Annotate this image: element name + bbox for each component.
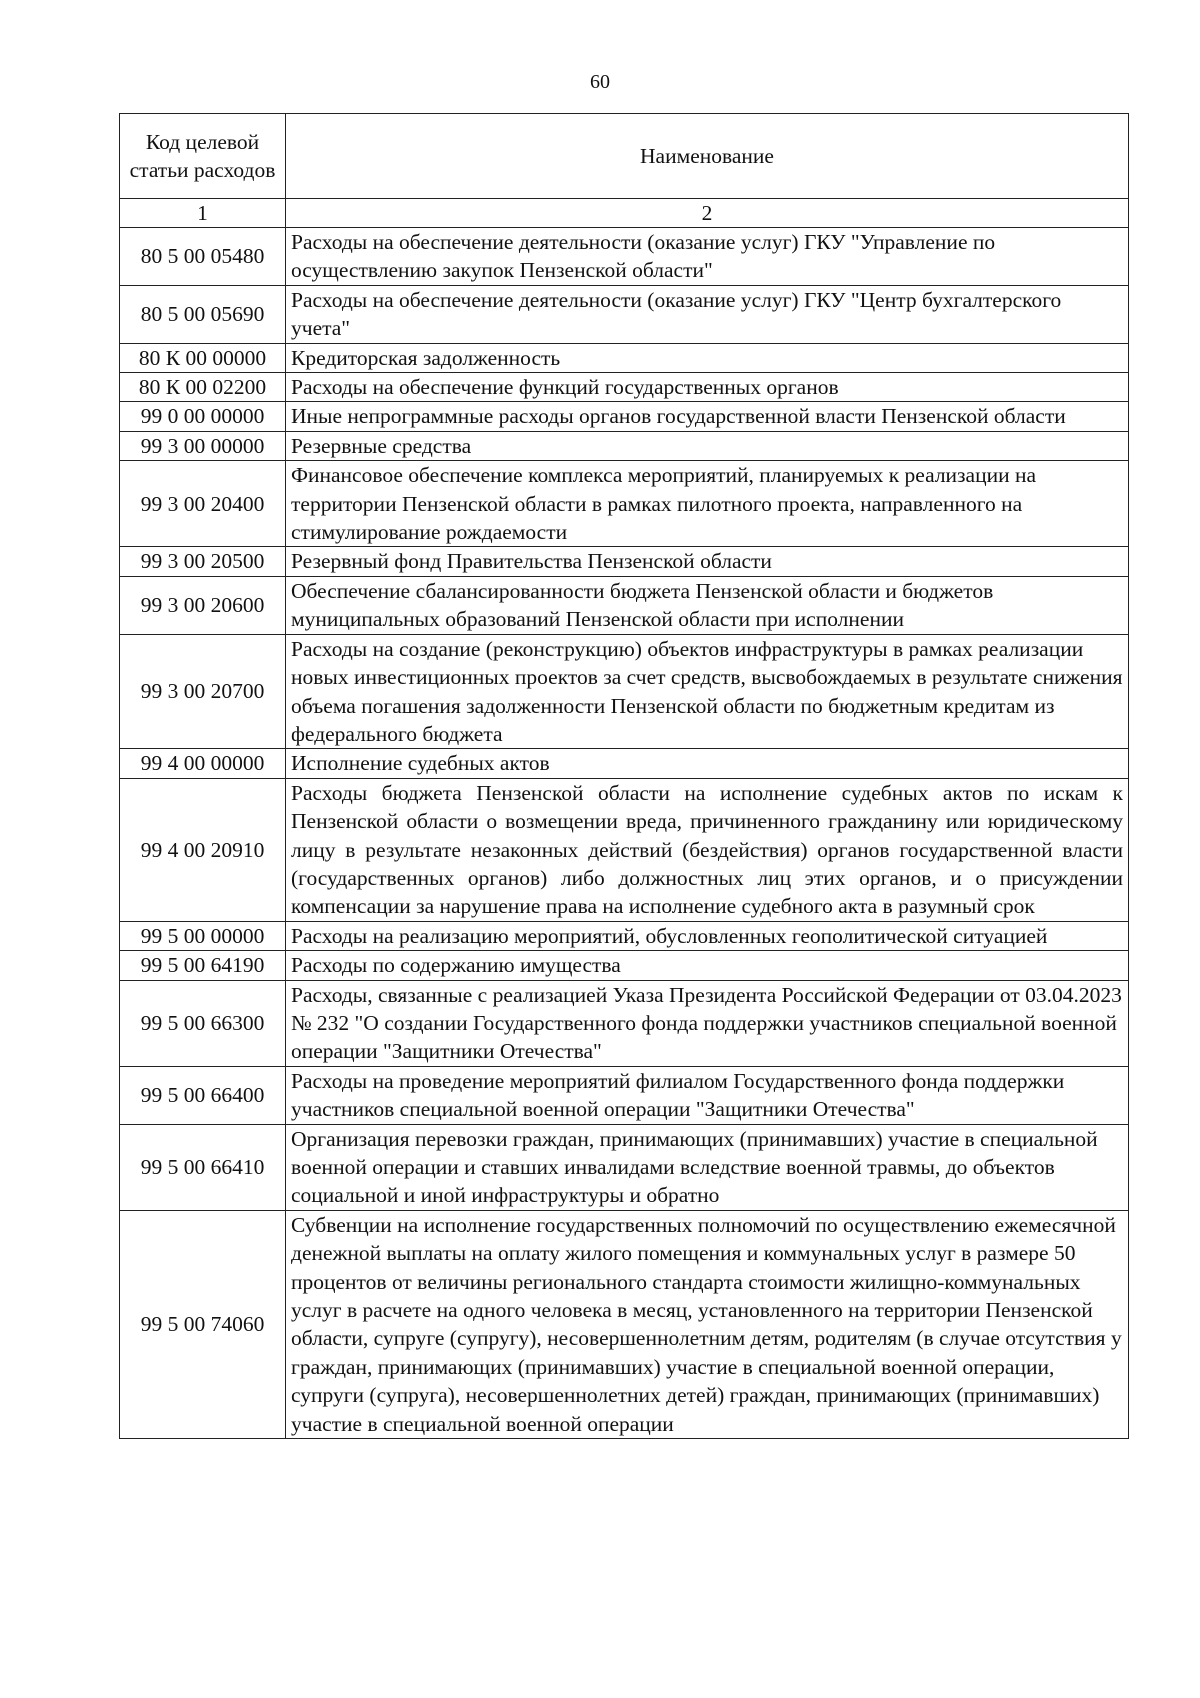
table-row	[120, 431, 1129, 460]
table-row	[120, 1066, 1129, 1124]
table-row	[120, 634, 1129, 749]
column-number-1: 1	[120, 199, 286, 228]
row-name: Расходы на создание (реконструкцию) объектов инфраструктуры в рамках реализации новых инвестиционных проектов за счет средств, высвобождаемых в результате снижения объема погашения задолженности Пензенской области по бюджетным кредитам из федерального бюджета	[286, 634, 1129, 749]
table-row	[120, 921, 1129, 950]
row-name: Иные непрограммные расходы органов государственной власти Пензенской области	[286, 402, 1129, 431]
row-name: Финансовое обеспечение комплекса мероприятий, планируемых к реализации на территории Пензенской области в рамках пилотного проекта, направленного на стимулирование рождаемости	[286, 461, 1129, 547]
row-code: 99 3 00 20700	[120, 634, 286, 749]
column-number-row	[120, 199, 1129, 228]
row-name: Расходы на проведение мероприятий филиалом Государственного фонда поддержки участников специальной военной операции "Защитники Отечества"	[286, 1066, 1129, 1124]
row-code: 80 5 00 05480	[120, 228, 286, 286]
row-code: 80 К 00 02200	[120, 373, 286, 402]
header-name: Наименование	[286, 114, 1129, 199]
row-name: Расходы бюджета Пензенской области на исполнение судебных актов по искам к Пензенской области о возмещении вреда, причиненного гражданину или юридическому лицу в результате незаконных действий (бездействия) органов государственной власти (государственных органов) либо должностных лиц этих органов, и о присуждении компенсации за нарушение права на исполнение судебного акта в разумный срок	[286, 778, 1129, 921]
row-name: Расходы на обеспечение деятельности (оказание услуг) ГКУ "Управление по осуществлению закупок Пензенской области"	[286, 228, 1129, 286]
row-code: 80 5 00 05690	[120, 285, 286, 343]
table-row	[120, 285, 1129, 343]
page-number: 60	[590, 71, 610, 93]
table-row	[120, 1124, 1129, 1210]
table-row	[120, 547, 1129, 576]
table-row	[120, 980, 1129, 1066]
row-name: Расходы на реализацию мероприятий, обусловленных геополитической ситуацией	[286, 921, 1129, 950]
table-row	[120, 778, 1129, 921]
row-code: 99 0 00 00000	[120, 402, 286, 431]
row-code: 80 К 00 00000	[120, 343, 286, 372]
table-row	[120, 749, 1129, 778]
table-header-row	[120, 114, 1129, 199]
row-name: Расходы по содержанию имущества	[286, 951, 1129, 980]
row-code: 99 5 00 74060	[120, 1210, 286, 1438]
row-code: 99 5 00 00000	[120, 921, 286, 950]
header-code: Код целевой статьи расходов	[120, 114, 286, 199]
row-code: 99 5 00 66400	[120, 1066, 286, 1124]
table-row	[120, 228, 1129, 286]
row-name: Организация перевозки граждан, принимающих (принимавших) участие в специальной военной операции и ставших инвалидами вследствие военной травмы, до объектов социальной и иной инфраструктуры и обратно	[286, 1124, 1129, 1210]
row-code: 99 5 00 64190	[120, 951, 286, 980]
table-row	[120, 343, 1129, 372]
row-name: Обеспечение сбалансированности бюджета Пензенской области и бюджетов муниципальных образований Пензенской области при исполнении	[286, 576, 1129, 634]
row-name: Резервный фонд Правительства Пензенской области	[286, 547, 1129, 576]
target-expense-codes-table	[119, 113, 1129, 1439]
row-name: Субвенции на исполнение государственных полномочий по осуществлению ежемесячной денежной выплаты на оплату жилого помещения и коммунальных услуг в размере 50 процентов от величины регионального стандарта стоимости жилищно-коммунальных услуг в расчете на одного человека в месяц, установленного на территории Пензенской области, супруге (супругу), несовершеннолетним детям, родителям (в случае отсутствия у граждан, принимающих (принимавших) участие в специальной военной операции, супруги (супруга), несовершеннолетних детей) граждан, принимающих (принимавших) участие в специальной военной операции	[286, 1210, 1129, 1438]
table-row	[120, 461, 1129, 547]
row-code: 99 3 00 20400	[120, 461, 286, 547]
row-code: 99 3 00 00000	[120, 431, 286, 460]
row-code: 99 3 00 20500	[120, 547, 286, 576]
row-name: Расходы, связанные с реализацией Указа Президента Российской Федерации от 03.04.2023 № 232 "О создании Государственного фонда поддержки участников специальной военной операции "Защитники Отечества"	[286, 980, 1129, 1066]
table-row	[120, 1210, 1129, 1438]
table-row	[120, 576, 1129, 634]
row-code: 99 5 00 66410	[120, 1124, 286, 1210]
row-code: 99 5 00 66300	[120, 980, 286, 1066]
row-code: 99 3 00 20600	[120, 576, 286, 634]
row-name: Резервные средства	[286, 431, 1129, 460]
row-name: Исполнение судебных актов	[286, 749, 1129, 778]
row-name: Расходы на обеспечение деятельности (оказание услуг) ГКУ "Центр бухгалтерского учета"	[286, 285, 1129, 343]
row-name: Кредиторская задолженность	[286, 343, 1129, 372]
row-code: 99 4 00 00000	[120, 749, 286, 778]
table-row	[120, 373, 1129, 402]
table-row	[120, 951, 1129, 980]
row-code: 99 4 00 20910	[120, 778, 286, 921]
column-number-2: 2	[286, 199, 1129, 228]
row-name: Расходы на обеспечение функций государственных органов	[286, 373, 1129, 402]
table-row	[120, 402, 1129, 431]
